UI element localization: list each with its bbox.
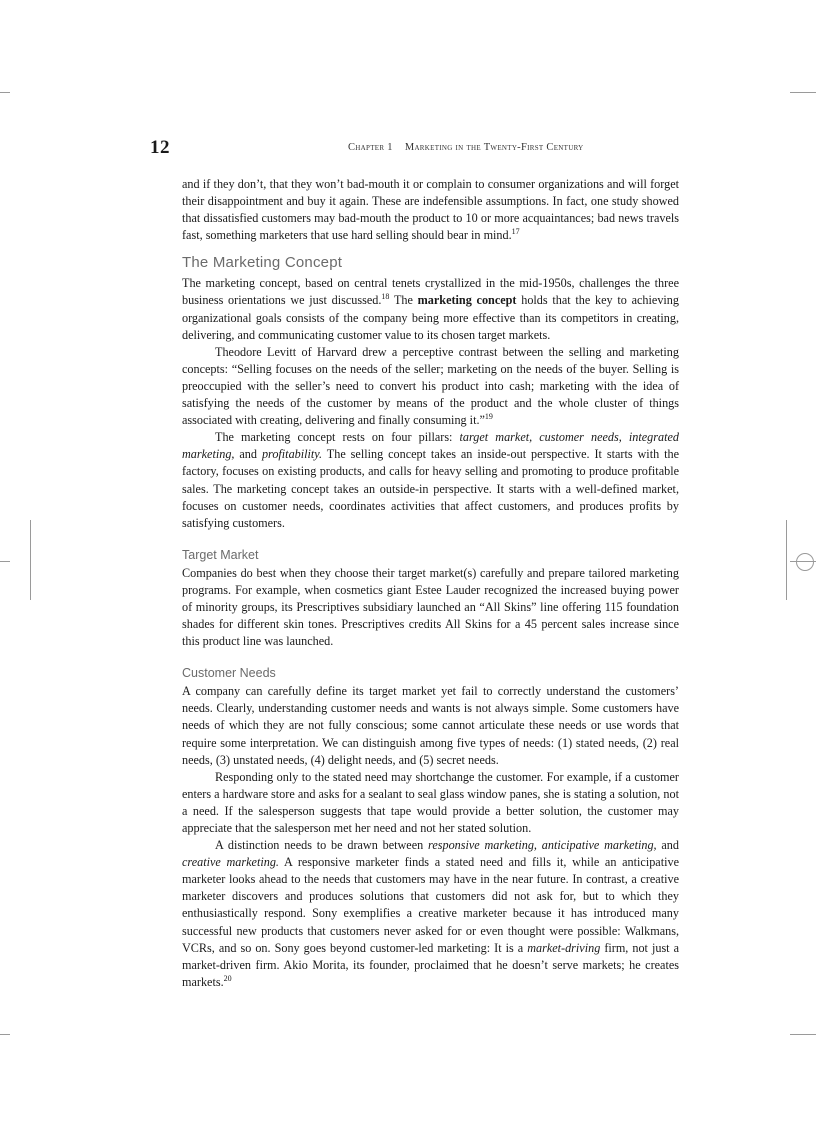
crop-mark-top-left [0,92,10,93]
footnote-ref: 18 [381,292,390,302]
customer-needs-paragraph-2: Responding only to the stated need may shortchange the customer. For example, if a customer enters a hardware store and asks for a sealant to seal glass window panes, she is stating a solution, not a need. If the salesperson suggests that tape would provide a better solution, the customer may appreciate that the salesperson met her need and not her stated solution. [182,769,679,835]
intro-paragraph [182,176,679,244]
marketing-concept-paragraph-1 [182,275,679,343]
crop-mark-bottom-right [790,1034,816,1035]
intro-text: and if they don’t, that they won’t bad-mouth it or complain to consumer organizations and will forget their disappointment and buy it again. These are indefensible assumptions. In fact, one study showed that dissatisfied customers may bad-mouth the product to 10 or more acquaintances; bad news travels fast, something marketers that use hard selling should bear in mind. [182,177,679,243]
italic-term: responsive marketing, anticipative marketing, [428,838,657,853]
text-run: A distinction needs to be drawn between [215,838,429,853]
italic-term: target market, customer needs, integrated marketing, [182,430,679,462]
footnote-ref: 19 [484,412,493,422]
running-head-chapter: Chapter 1 [348,142,393,153]
text-run: and [656,838,679,853]
registration-cross-icon [790,561,816,562]
marketing-concept-paragraph-2 [182,344,679,429]
register-line-left [30,520,31,600]
running-head-title: Marketing in the Twenty-First Century [404,142,584,153]
marketing-concept-paragraph-3 [182,429,679,532]
crop-mark-top-right [790,92,816,93]
text-run: The marketing concept rests on four pillars: [215,430,460,445]
customer-needs-paragraph-3 [182,837,679,991]
body-text [182,176,679,991]
text-run: firm, not just a market-driven firm. Akio Morita, its founder, proclaimed that he doesn’t serve markets; he creates markets. [182,940,679,989]
text-run: The selling concept takes an inside-out perspective. It starts with the factory, focuses on existing products, and calls for heavy selling and promoting to produce profitable sales. The marketing concept takes an outside-in perspective. It starts with a well-defined market, focuses on customer needs, coordinates activities that affect customers, and produces profits by satisfying customers. [182,447,679,530]
footnote-ref: 17 [511,227,520,237]
italic-term: market-driving [527,940,601,955]
crop-mark-mid-left [0,561,10,562]
italic-term: creative marketing. [182,855,279,870]
page-number: 12 [150,137,170,158]
heading-target-market: Target Market [182,547,259,562]
text-run: The [389,293,418,308]
text-run: A responsive marketer finds a stated need and fills it, while an anticipative marketer looks ahead to the needs that customers may have in the near future. In contrast, a creative marketer discovers and produces solutions that customers did not ask for, but to which they enthusiastically respond. Sony exemplifies a creative marketer because it has introduced many successful new products that customers never asked for or even thought were possible: Walkmans, VCRs, and so on. Sony goes beyond customer-led marketing: It is a [182,855,679,955]
key-term: marketing concept [417,293,517,308]
registration-circle-icon [796,553,814,571]
crop-mark-bottom-left [0,1034,10,1035]
text-run: holds that the key to achieving organizational goals consists of the company being more effective than its competitors in creating, delivering, and communicating customer value to its chosen target markets. [182,293,679,342]
text-run: The marketing concept, based on central tenets crystallized in the mid-1950s, challenges the three business orientations we just discussed. [182,276,679,308]
text-run: and [234,447,262,462]
running-head [348,142,648,153]
customer-needs-paragraph-1: A company can carefully define its target market yet fail to correctly understand the customers’ needs. Clearly, understanding customer needs and wants is not always simple. Some customers have needs of which they are not fully conscious; some cannot articulate these needs or use words that require some interpretation. We can distinguish among five types of needs: (1) stated needs, (2) real needs, (3) unstated needs, (4) delight needs, and (5) secret needs. [182,684,679,767]
text-run: Theodore Levitt of Harvard drew a perceptive contrast between the selling and marketing concepts: “Selling focuses on the needs of the seller; marketing on the needs of the buyer. Selling is preoccupied with the seller’s need to convert his product into cash; marketing with the idea of satisfying the needs of the customer by means of the product and the whole cluster of things associated with creating, delivering and finally consuming it.” [182,344,679,428]
register-line-right [786,520,787,600]
italic-term: profitability. [261,447,323,462]
heading-marketing-concept: The Marketing Concept [182,254,343,272]
heading-customer-needs: Customer Needs [182,666,276,681]
target-market-paragraph: Companies do best when they choose their target market(s) carefully and prepare tailored marketing programs. For example, when cosmetics giant Estee Lauder recognized the increased buying power of minority groups, its Prescriptives subsidiary launched an “All Skins” line offering 115 foundation shades for different skin tones. Prescriptives credits All Skins for a 45 percent sales increase since this product line was launched. [182,565,679,649]
footnote-ref: 20 [223,973,232,983]
